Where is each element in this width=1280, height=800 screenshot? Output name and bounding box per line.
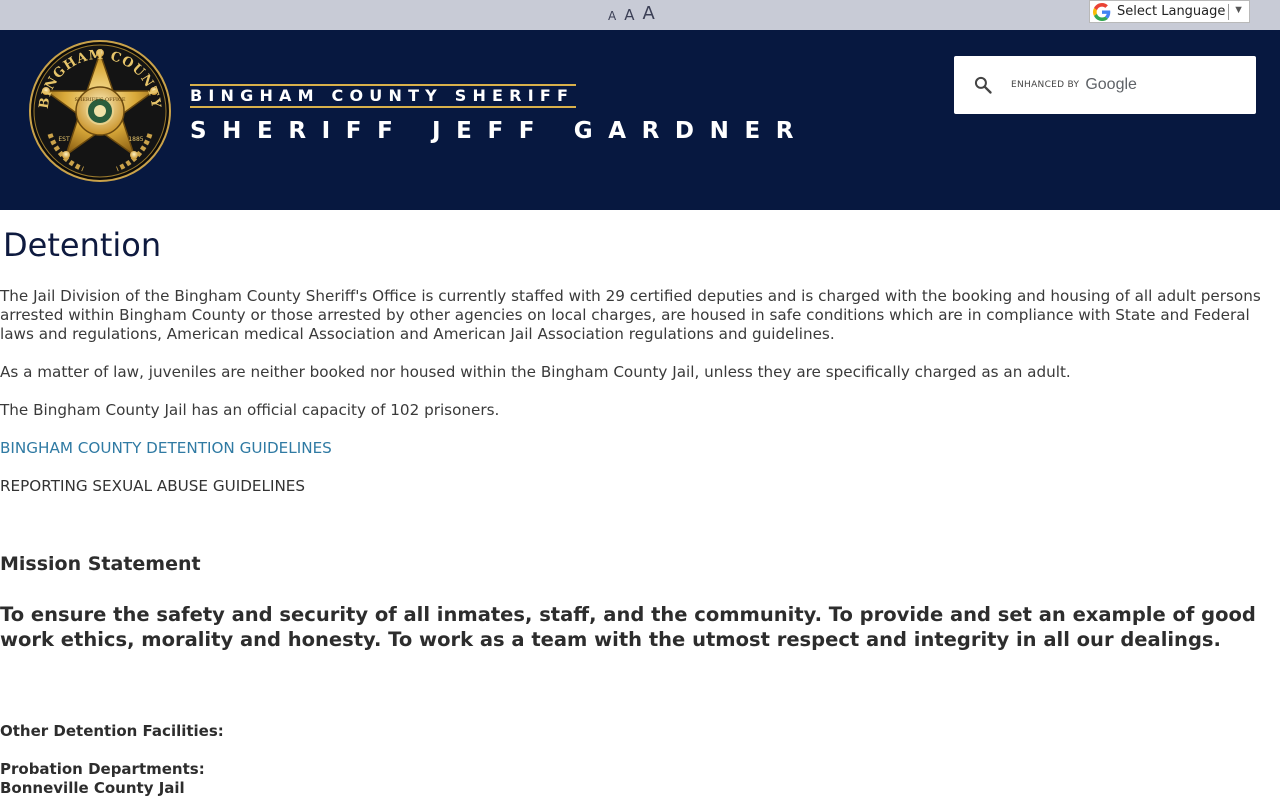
font-size-large-button[interactable]: A: [642, 3, 655, 24]
reporting-guidelines-text: REPORTING SEXUAL ABUSE GUIDELINES: [0, 477, 306, 495]
sheriff-badge-logo[interactable]: [28, 39, 172, 183]
language-select-divider: [1228, 4, 1229, 20]
font-size-small-button[interactable]: A: [608, 9, 617, 23]
probation-heading: Probation Departments:: [0, 760, 205, 778]
site-title: SHERIFF JEFF GARDNER: [190, 118, 810, 144]
other-facilities-heading: Other Detention Facilities:: [0, 722, 224, 740]
search-input[interactable]: [1011, 70, 1256, 100]
capacity-paragraph: The Bingham County Jail has an official capacity of 102 prisoners.: [0, 401, 500, 419]
font-size-medium-button[interactable]: A: [624, 6, 635, 24]
badge-ring-text: BINGHAM COUNTY: [36, 47, 164, 110]
badge-year-text: 1885: [128, 136, 144, 143]
search-icon[interactable]: [973, 75, 993, 95]
mission-statement: To ensure the safety and security of all inmates, staff, and the community. To provide and set an example of good work ethics, morality and honesty. To work as a team with the utmost respect and integrity in all our dealings.: [0, 603, 1256, 651]
enhanced-by-label: ENHANCED BY: [1011, 80, 1080, 90]
mission-heading: Mission Statement: [0, 553, 201, 575]
intro-paragraph: The Jail Division of the Bingham County Sheriff's Office is currently staffed with 29 certified deputies and is charged with the booking and housing of all adult persons arrested within Bingham County or those arrested by other agencies on local charges, are housed in safe conditions which are in compliance with State and Federal laws and regulations, American medical Association and American Jail Association regulations and guidelines.: [0, 287, 1261, 343]
dropdown-arrow-icon: ▼: [1233, 4, 1244, 16]
site-header: [0, 30, 1280, 210]
language-select[interactable]: [1089, 0, 1250, 23]
page-title: Detention: [3, 226, 162, 264]
badge-est-text: EST: [58, 136, 70, 143]
google-wordmark: Google: [1085, 76, 1137, 93]
badge-center-text: SHERIFF'S OFFICE: [74, 97, 126, 103]
language-select-label: Select Language: [1117, 4, 1226, 19]
juveniles-paragraph: As a matter of law, juveniles are neither booked nor housed within the Bingham County Jail, unless they are specifically charged as an adult.: [0, 363, 1071, 381]
font-size-controls: [608, 2, 655, 26]
site-subtitle: BINGHAM COUNTY SHERIFF: [190, 84, 576, 108]
google-g-icon: [1093, 3, 1111, 21]
detention-guidelines-link[interactable]: BINGHAM COUNTY DETENTION GUIDELINES: [0, 439, 332, 457]
site-search-box: [954, 56, 1256, 114]
top-utility-bar: [0, 0, 1280, 30]
bonneville-jail-heading: Bonneville County Jail: [0, 779, 185, 797]
site-title-block: [190, 84, 809, 144]
